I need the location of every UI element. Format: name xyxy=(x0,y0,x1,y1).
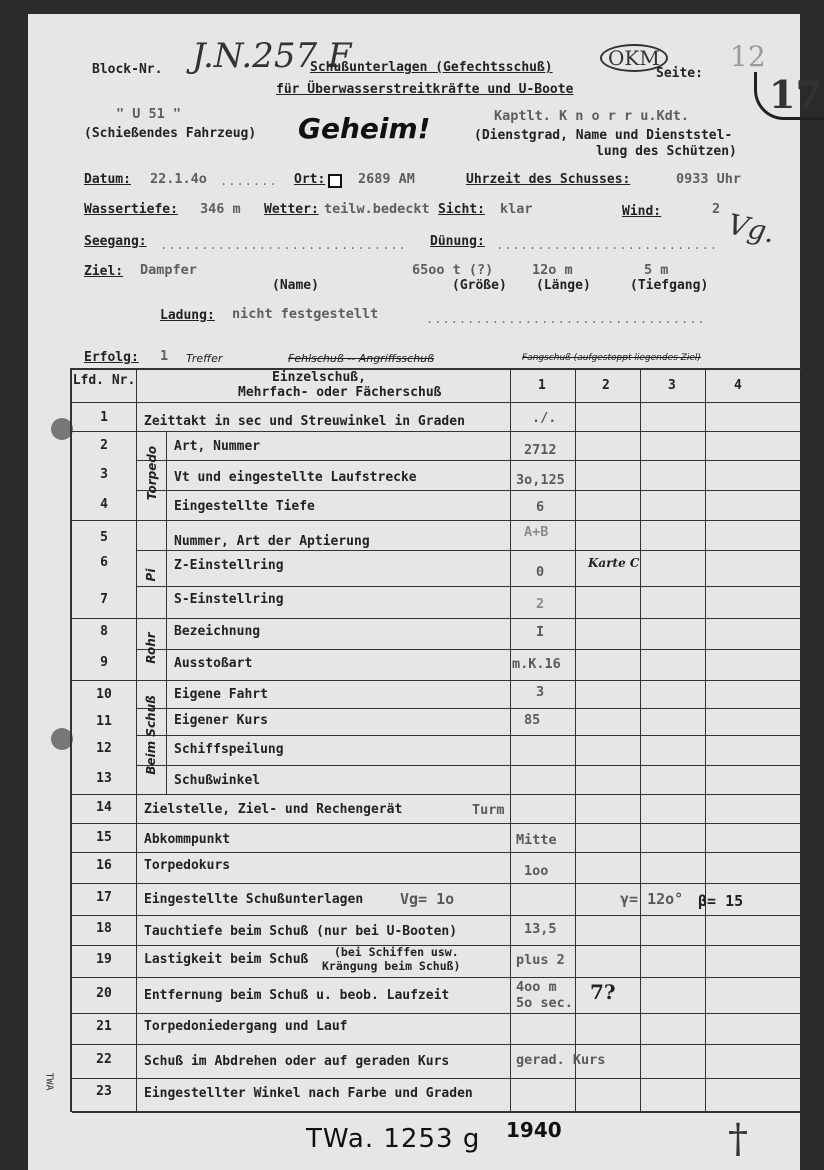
row-value-shot-1: ./. xyxy=(532,410,557,426)
row-value-beta: β= 15 xyxy=(698,892,744,910)
row-value-gamma: γ= 12o° xyxy=(620,890,684,908)
row-value-shot-1: A+B xyxy=(524,524,549,540)
initials-signature: Vg. xyxy=(725,207,778,250)
row-nr: 8 xyxy=(100,624,108,639)
page-label: Seite: xyxy=(656,66,703,81)
title-line-1: Schußunterlagen (Gefechtsschuß) xyxy=(310,60,553,75)
archive-year: 1940 xyxy=(506,1118,562,1142)
row-label: Torpedokurs xyxy=(144,858,231,873)
group-label-torpedo: Torpedo xyxy=(145,445,159,501)
target-size-value: 65oo t (?) xyxy=(412,262,494,278)
page-number: 12 xyxy=(730,40,766,73)
row-nr: 1 xyxy=(100,410,108,425)
row-nr: 6 xyxy=(100,555,108,570)
target-draft-value: 5 m xyxy=(644,262,669,278)
cross-mark: † xyxy=(728,1116,748,1162)
row-value-shot-1: gerad. Kurs xyxy=(516,1052,606,1068)
row-label: Abkommpunkt xyxy=(144,832,231,847)
row-value-shot-1: 2712 xyxy=(524,442,557,458)
place-value: 2689 AM xyxy=(358,171,415,187)
row-nr: 12 xyxy=(96,741,112,756)
wind-label: Wind: xyxy=(622,204,662,219)
row-value-shot-1: 3 xyxy=(536,684,545,700)
result-hits: Treffer xyxy=(186,352,223,365)
row-label: Zeittakt in sec und Streuwinkel in Graden xyxy=(144,414,465,429)
row-value-shot-1: 4oo m xyxy=(516,979,557,995)
row-label: Z-Einstellring xyxy=(174,558,284,573)
target-length-value: 12o m xyxy=(532,262,573,278)
weather-value: teilw.bedeckt xyxy=(324,201,430,217)
date-label: Datum: xyxy=(84,172,131,187)
row-label: Eingestellter Winkel nach Farbe und Graden xyxy=(144,1086,473,1101)
shot-data-table xyxy=(70,368,802,1112)
row-label: Vt und eingestellte Laufstrecke xyxy=(174,470,417,485)
row-nr: 23 xyxy=(96,1084,112,1099)
name-caption: (Name) xyxy=(272,278,319,293)
swell-label: Dünung: xyxy=(430,234,485,249)
row-label: Zielstelle, Ziel- und Rechengerät xyxy=(144,802,403,817)
title-line-2: für Überwasserstreitkräfte und U-Boote xyxy=(276,82,574,97)
row-value-shot-1: plus 2 xyxy=(516,952,565,968)
okm-stamp: OKM xyxy=(600,44,668,72)
archive-number: TWa. 1253 g xyxy=(306,1124,481,1154)
visibility-value: klar xyxy=(500,201,533,217)
row-value-shot-1: 6 xyxy=(536,499,545,515)
row-value-shot-1: 85 xyxy=(524,712,541,728)
row-label: Tauchtiefe beim Schuß (nur bei U-Booten) xyxy=(144,924,458,939)
secret-stamp: Geheim! xyxy=(298,112,431,145)
row-label: Lastigkeit beim Schuß xyxy=(144,952,309,967)
result-value: 1 xyxy=(160,348,169,364)
row-label: Eigene Fahrt xyxy=(174,687,268,702)
place-label: Ort: xyxy=(294,172,326,187)
target-value: Dampfer xyxy=(140,262,197,278)
row-value-shot-2: Karte C xyxy=(588,556,640,570)
row-value-shot-1: 2 xyxy=(536,596,545,612)
row-value-shot-2: 7? xyxy=(590,980,616,1004)
row-value-shot-1: I xyxy=(536,624,545,640)
column-header-shot-2: 2 xyxy=(602,378,610,393)
row-nr: 13 xyxy=(96,771,112,786)
draft-caption: (Tiefgang) xyxy=(630,278,709,293)
page-number-circled: 17 xyxy=(754,72,824,120)
row-value-shot-1b: 5o sec. xyxy=(516,995,573,1011)
weather-label: Wetter: xyxy=(264,202,319,217)
row-nr: 11 xyxy=(96,714,112,729)
commander-value: Kaptlt. K n o r r u.Kdt. xyxy=(494,108,690,124)
vessel-label: (Schießendes Fahrzeug) xyxy=(84,126,257,141)
row-value-shot-1: 0 xyxy=(536,564,545,580)
row-nr: 20 xyxy=(96,986,112,1001)
block-number-handwritten: J.N.257 F xyxy=(192,36,352,76)
length-caption: (Länge) xyxy=(536,278,591,293)
result-struck-2: Fangschuß (aufgestoppt liegendes Ziel) xyxy=(522,353,701,363)
row-nr: 14 xyxy=(96,800,112,815)
grid-square-icon xyxy=(328,174,342,188)
row-nr: 9 xyxy=(100,655,108,670)
group-label-beim-schuss: Beim Schuß xyxy=(144,695,158,775)
row-label: Eingestellte Schußunterlagen xyxy=(144,892,364,907)
row-label: Schiffspeilung xyxy=(174,742,284,757)
row-label-note-1: (bei Schiffen usw. xyxy=(334,945,459,959)
column-header-nr: Lfd. Nr. xyxy=(72,373,136,388)
margin-text: TWA xyxy=(43,1072,55,1091)
block-label: Block-Nr. xyxy=(92,62,163,77)
row-label: Entfernung beim Schuß u. beob. Laufzeit xyxy=(144,988,450,1003)
column-header-shot-1: 1 xyxy=(538,378,546,393)
row-nr: 7 xyxy=(100,592,108,607)
cargo-label: Ladung: xyxy=(160,308,215,323)
row-nr: 2 xyxy=(100,438,108,453)
row-nr: 17 xyxy=(96,890,112,905)
row-nr: 21 xyxy=(96,1019,112,1034)
result-label: Erfolg: xyxy=(84,350,139,365)
column-header-desc-1: Einzelschuß, xyxy=(272,370,366,385)
row-nr: 4 xyxy=(100,497,108,512)
size-caption: (Größe) xyxy=(452,278,507,293)
visibility-label: Sicht: xyxy=(438,202,485,217)
sea-state-label: Seegang: xyxy=(84,234,147,249)
row-label: Ausstoßart xyxy=(174,656,253,671)
column-header-shot-4: 4 xyxy=(734,378,742,393)
date-value: 22.1.4o xyxy=(150,171,207,187)
target-label: Ziel: xyxy=(84,264,124,279)
result-struck-1: Fehlschuß -- Angriffsschuß xyxy=(288,352,435,365)
commander-label-2: lung des Schützen) xyxy=(596,144,737,159)
row-label-note-2: Krängung beim Schuß) xyxy=(322,959,461,973)
commander-label-1: (Dienstgrad, Name und Dienststel- xyxy=(474,128,733,143)
row-nr: 22 xyxy=(96,1052,112,1067)
row-nr: 3 xyxy=(100,467,108,482)
row-nr: 19 xyxy=(96,952,112,967)
time-value: 0933 Uhr xyxy=(676,171,742,187)
group-label-rohr: Rohr xyxy=(144,632,158,664)
row-label: Nummer, Art der Aptierung xyxy=(174,534,370,549)
row-nr: 15 xyxy=(96,830,112,845)
row-nr: 16 xyxy=(96,858,112,873)
row-value-shot-1: 13,5 xyxy=(524,921,557,937)
row-nr: 18 xyxy=(96,921,112,936)
row-label: Bezeichnung xyxy=(174,624,261,639)
row-label: Torpedoniedergang und Lauf xyxy=(144,1019,348,1034)
time-label: Uhrzeit des Schusses: xyxy=(466,172,631,187)
row-label: Eigener Kurs xyxy=(174,713,268,728)
row-label: Schußwinkel xyxy=(174,773,261,788)
depth-value: 346 m xyxy=(200,201,241,217)
row-value-extra: Turm xyxy=(472,802,505,818)
row-value-shot-1: 3o,125 xyxy=(516,472,565,488)
row-value-shot-1: 1oo xyxy=(524,863,549,879)
row-label: Eingestellte Tiefe xyxy=(174,499,315,514)
row-label: Art, Nummer xyxy=(174,439,261,454)
depth-label: Wassertiefe: xyxy=(84,202,178,217)
row-nr: 10 xyxy=(96,687,112,702)
row-value-extra: Vg= 1o xyxy=(400,890,455,908)
wind-value: 2 xyxy=(712,201,721,217)
row-value-shot-1: Mitte xyxy=(516,832,557,848)
cargo-value: nicht festgestellt xyxy=(232,306,379,322)
row-label: Schuß im Abdrehen oder auf geraden Kurs xyxy=(144,1054,450,1069)
row-value-shot-1: m.K.16 xyxy=(512,656,561,672)
vessel-value: " U 51 " xyxy=(116,106,182,122)
column-header-shot-3: 3 xyxy=(668,378,676,393)
group-label-pi: Pi xyxy=(144,568,158,582)
column-header-desc-2: Mehrfach- oder Fächerschuß xyxy=(238,385,442,400)
row-nr: 5 xyxy=(100,530,108,545)
document-page: Block-Nr. J.N.257 F Schußunterlagen (Gefechtsschuß) für Überwasserstreitkräfte und U-Boote OKM Seite: 12 17 " U 51 " (Schießendes Fahrzeug) Geheim! Kaptlt. K n o r r u.Kdt. (Dienstgrad, Name und Dienststel- lung des Schützen) Datum: 22.1.4o ....... Ort: 2689 AM Uhrzeit des Schusses: 0933 Uhr Wassertiefe: 346 m Wetter: teilw.bedeckt Sicht: klar Wind: 2 Seegang: .............................. Dünung: ........................... Vg. Ziel: Dampfer 65oo t (?) 12o m 5 m (Name) (Größe) (Länge) (Tiefgang) Ladung: nicht festgestellt .................................. Erfolg: 1 Treffer Fehlschuß -- Angriffsschuß Fangschuß (aufgestoppt liegendes Ziel) Lfd. Nr. Einzelschuß, Mehrfach- oder Fächerschuß 1 2 3 4 Torpedo Pi Rohr Beim Schuß 1 Zeittakt in sec und Streuwinkel in Graden ./. 2 Art, Nummer 2712 3 Vt und eingestellte Laufstrecke 3o,125 4 Eingestellte Tiefe 6 5 Nummer, Art der Aptierung A+B 6 Z-Einstellring 0 Karte C 7 S-Einstellring 2 8 Bezeichnung I 9 Ausstoßart m.K.16 10 Eigene Fahrt 3 11 Eigener Kurs 85 12 Schiffspeilung 13 Schußwinkel 14 Zielstelle, Ziel- und Rechengerät Turm 15 Abkommpunkt Mitte 16 Torpedokurs 1oo 17 Eingestellte Schußunterlagen Vg= 1o γ= 12o° β= 15 18 Tauchtiefe beim Schuß (nur bei U-Booten) 13,5 19 Lastigkeit beim Schuß (bei Schiffen usw. Krängung beim Schuß) plus 2 20 Entfernung beim Schuß u. beob. Laufzeit 4oo m 5o sec. 7? 21 Torpedoniedergang und Lauf 22 Schuß im Abdrehen oder auf geraden Kurs gerad. Kurs 23 Eingestellter Winkel nach Farbe und Graden TWA TWa. 1253 g 1940 † xyxy=(28,14,800,1170)
row-label: S-Einstellring xyxy=(174,592,284,607)
